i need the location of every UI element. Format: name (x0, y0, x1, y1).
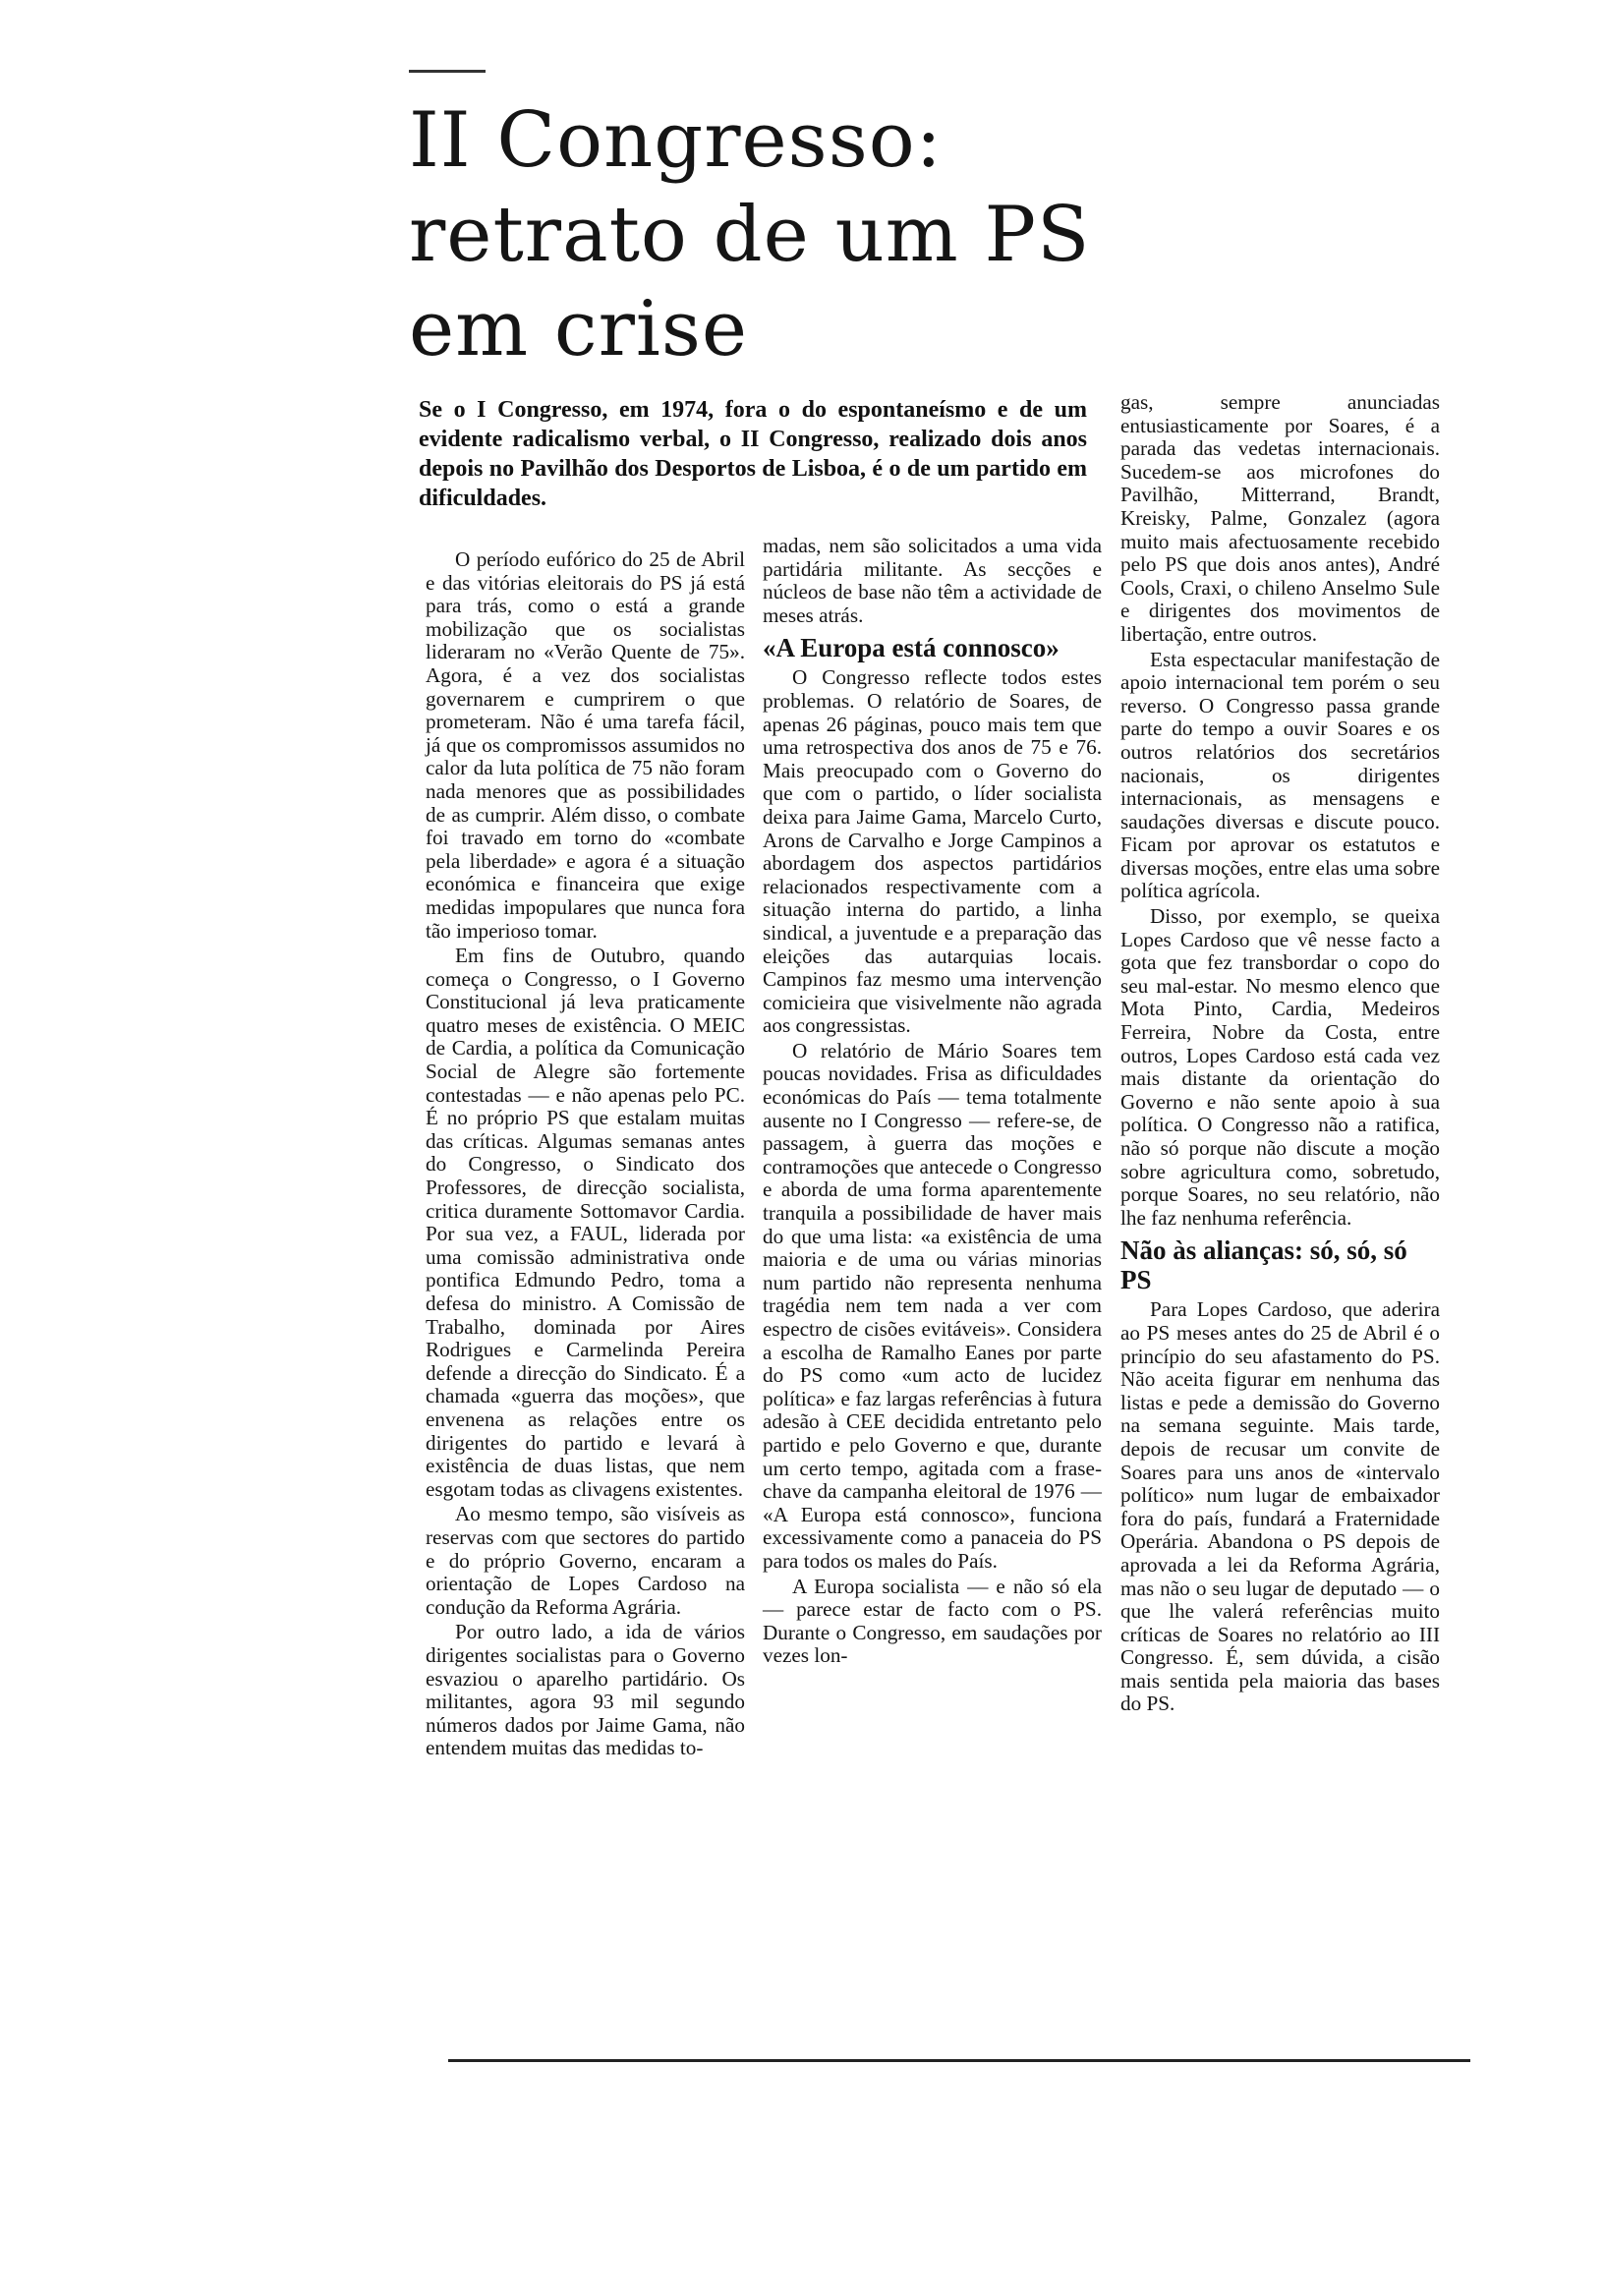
column-3 (1120, 391, 1440, 1716)
paragraph: O Congresso reflecte todos estes problemas. O relatório de Soares, de apenas 26 páginas, pouco mais tem que uma retrospectiva dos anos de 75 e 76. Mais preocupado com o Governo do que com o partido, o líder socialista deixa para Jaime Gama, Marcelo Curto, Arons de Carvalho e Jorge Campinos a abordagem dos aspectos partidários relacionados respectivamente com a situação interna do partido, a linha sindical, a juventude e a preparação das eleições das autarquias locais. Campinos faz mesmo uma intervenção comicieira que visivelmente não agrada aos congressistas. (763, 665, 1102, 1038)
paragraph: Esta espectacular manifestação de apoio internacional tem porém o seu reverso. O Congresso passa grande parte do tempo a ouvir Soares e os outros relatórios dos secretários nacionais, os dirigentes internacionais, as mensagens e saudações diversas e discute pouco. Ficam por aprovar os estatutos e diversas moções, entre elas uma sobre política agrícola. (1120, 647, 1440, 903)
paragraph: Em fins de Outubro, quando começa o Congresso, o I Governo Constitucional já leva praticamente quatro meses de existência. O MEIC de Cardia, a política da Comunicação Social de Alegre são fortemente contestadas — e não apenas pelo PC. É no próprio PS que estalam muitas das críticas. Algumas semanas antes do Congresso, o Sindicato dos Professores, de direcção socialista, critica duramente Sottomavor Cardia. Por sua vez, a FAUL, liderada por uma comissão administrativa onde pontifica Edmundo Pedro, toma a defesa do ministro. A Comissão de Trabalho, dominada por Aires Rodrigues e Carmelinda Pereira defende a direcção do Sindicato. É a chamada «guerra das moções», que envenena as relações entre os dirigentes do partido e levará à existência de duas listas, que nem esgotam todas as clivagens existentes. (426, 944, 745, 1501)
paragraph: O período eufórico do 25 de Abril e das vitórias eleitorais do PS já está para trás, como o está a grande mobilização que os socialistas lideraram no «Verão Quente de 75». Agora, é a vez dos socialistas governarem e cumprirem o que prometeram. Não é uma tarefa fácil, já que os compromissos assumidos no calor da luta política de 75 não foram nada menores que as possibilidades de as cumprir. Além disso, o combate foi travado em torno do «combate pela liberdade» e agora é a situação económica e financeira que exige medidas impopulares que nunca fora tão imperioso tomar. (426, 547, 745, 943)
headline-line-2: retrato de um PS (409, 191, 1091, 279)
subheading-europa: «A Europa está connosco» (763, 633, 1060, 663)
column-1 (426, 548, 745, 1760)
headline-line-1: II Congresso: (409, 96, 943, 185)
paragraph: Por outro lado, a ida de vários dirigentes socialistas para o Governo esvaziou o aparelho partidário. Os militantes, agora 93 mil segundo números dados por Jaime Gama, não entendem muitas das medidas to- (426, 1620, 745, 1760)
top-rule (409, 70, 486, 73)
subheading-aliancas: Não às alianças: só, só, só PS (1120, 1235, 1407, 1295)
paragraph: Ao mesmo tempo, são visíveis as reservas com que sectores do partido e do próprio Governo, encaram a orientação de Lopes Cardoso na condução da Reforma Agrária. (426, 1502, 745, 1619)
headline-line-3: em crise (409, 285, 749, 373)
bottom-rule (448, 2059, 1470, 2062)
paragraph: A Europa socialista — e não só ela — parece estar de facto com o PS. Durante o Congresso, em saudações por vezes lon- (763, 1574, 1102, 1668)
lead-paragraph: Se o I Congresso, em 1974, fora o do espontaneísmo e de um evidente radicalismo verbal, o II Congresso, realizado dois anos depois no Pavilhão dos Desportos de Lisboa, é o de um partido em dificuldades. (419, 397, 1087, 511)
paragraph: Para Lopes Cardoso, que aderira ao PS meses antes do 25 de Abril é o princípio do seu afastamento do PS. Não aceita figurar em nenhuma das listas e pede a demissão do Governo na semana seguinte. Mais tarde, depois de recusar um convite de Soares para uns anos de «intervalo político» num lugar de embaixador fora do país, fundará a Fraternidade Operária. Abandona o PS depois de aprovada a lei da Reforma Agrária, mas não o seu lugar de deputado — o que lhe valerá referências muito críticas de Soares no relatório ao III Congresso. É, sem dúvida, a cisão mais sentida pela maioria das bases do PS. (1120, 1297, 1440, 1716)
headline (409, 93, 1215, 376)
paragraph: O relatório de Mário Soares tem poucas novidades. Frisa as dificuldades económicas do País — tema totalmente ausente no I Congresso — refere-se, de passagem, à guerra das moções e contramoções que antecede o Congresso e aborda de uma forma aparentemente tranquila a possibilidade de haver mais do que uma lista: «a existência de uma maioria e de uma ou várias minorias num partido não representa nenhuma tragédia nem tem nada a ver com espectro de cisões evitáveis». Considera a escolha de Ramalho Eanes por parte do PS como «um acto de lucidez política» e faz largas referências à futura adesão à CEE decidida entretanto pelo partido e pelo Governo e que, durante um certo tempo, agitada com a frase-chave da campanha eleitoral de 1976 — «A Europa está connosco», funciona excessivamente como a panaceia do PS para todos os males do País. (763, 1038, 1102, 1573)
paragraph-continued: gas, sempre anunciadas entusiasticamente por Soares, é a parada das vedetas internacionais. Sucedem-se aos microfones do Pavilhão, Mitterrand, Brandt, Kreisky, Palme, Gonzalez (agora muito mais afectuosamente recebido pelo PS que dois anos antes), André Cools, Craxi, o chileno Anselmo Sule e dirigentes dos movimentos de libertação, entre outros. (1120, 390, 1440, 646)
column-2 (763, 535, 1102, 1668)
paragraph-continued: madas, nem são solicitados a uma vida partidária militante. As secções e núcleos de base não têm a actividade de meses atrás. (763, 534, 1102, 627)
paragraph: Disso, por exemplo, se queixa Lopes Cardoso que vê nesse facto a gota que fez transbordar o copo do seu mal-estar. No mesmo elenco que Mota Pinto, Cardia, Medeiros Ferreira, Nobre da Costa, entre outros, Lopes Cardoso está cada vez mais distante da orientação do Governo e não sente apoio à sua política. O Congresso não a ratifica, não só porque não discute a moção sobre agricultura como, sobretudo, porque Soares, no seu relatório, não lhe faz nenhuma referência. (1120, 904, 1440, 1230)
